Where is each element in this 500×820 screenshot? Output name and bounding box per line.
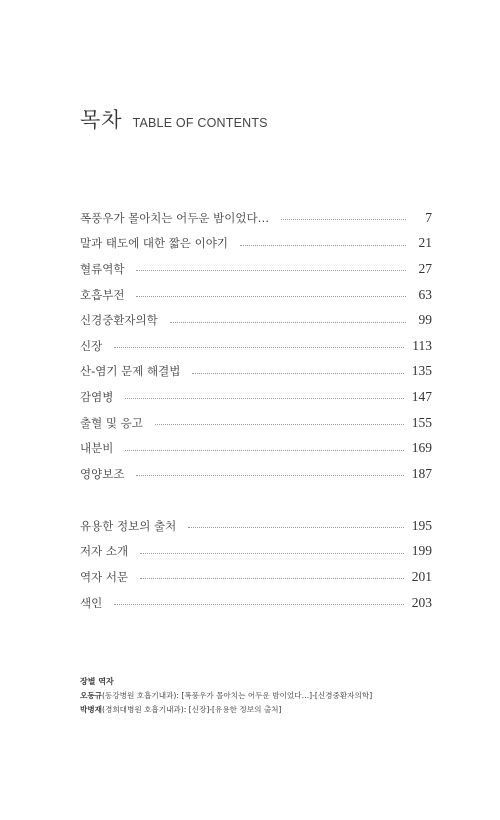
toc-entry[interactable] bbox=[80, 461, 432, 487]
toc-entry-title: 내분비 bbox=[80, 441, 114, 456]
translator-credits bbox=[80, 675, 440, 717]
credit-line bbox=[80, 703, 440, 717]
toc-entry[interactable] bbox=[80, 590, 432, 616]
toc-entry-title: 저자 소개 bbox=[80, 544, 129, 559]
toc-entry[interactable] bbox=[80, 435, 432, 461]
dot-leader bbox=[192, 373, 403, 374]
dot-leader bbox=[136, 296, 406, 297]
dot-leader bbox=[114, 347, 404, 348]
toc-entry-page: 99 bbox=[418, 312, 432, 328]
toc-entry-page: 155 bbox=[411, 414, 432, 430]
toc-entry[interactable] bbox=[80, 205, 432, 231]
toc-entry[interactable] bbox=[80, 384, 432, 410]
toc-heading bbox=[80, 104, 268, 134]
toc-entry[interactable] bbox=[80, 307, 432, 333]
dot-leader bbox=[136, 475, 403, 476]
toc-entry-title: 신장 bbox=[80, 338, 103, 353]
dot-leader bbox=[155, 424, 404, 425]
toc-entry-page: 147 bbox=[411, 388, 432, 404]
dot-leader bbox=[240, 245, 406, 246]
dot-leader bbox=[188, 527, 404, 528]
toc-entry[interactable] bbox=[80, 359, 432, 385]
toc-entry-title: 산-염기 문제 해결법 bbox=[80, 364, 181, 379]
toc-heading-english: TABLE OF CONTENTS bbox=[132, 116, 268, 130]
toc-entry[interactable] bbox=[80, 410, 432, 436]
toc-entry[interactable] bbox=[80, 539, 432, 565]
toc-back-matter-list bbox=[80, 513, 432, 615]
toc-entry[interactable] bbox=[80, 333, 432, 359]
toc-entry[interactable] bbox=[80, 231, 432, 257]
toc-entry-page: 27 bbox=[418, 260, 432, 276]
toc-entry-title: 신경중환자의학 bbox=[80, 313, 158, 328]
dot-leader bbox=[140, 578, 404, 579]
dot-leader bbox=[125, 450, 403, 451]
toc-entry-title: 폭풍우가 몰아치는 어두운 밤이었다… bbox=[80, 210, 270, 225]
toc-entry-title: 말과 태도에 대한 짧은 이야기 bbox=[80, 236, 228, 251]
dot-leader bbox=[170, 322, 406, 323]
toc-entry[interactable] bbox=[80, 564, 432, 590]
toc-entry-title: 색인 bbox=[80, 595, 103, 610]
toc-entry[interactable] bbox=[80, 256, 432, 282]
toc-entry-page: 113 bbox=[412, 337, 432, 353]
toc-entry-title: 유용한 정보의 출처 bbox=[80, 518, 177, 533]
translator-detail: (경희대병원 호흡기내과): [신장]-[유용한 정보의 출처] bbox=[102, 705, 282, 714]
toc-entry-title: 혈류역학 bbox=[80, 261, 125, 276]
dot-leader bbox=[125, 398, 403, 399]
toc-entry-page: 63 bbox=[418, 286, 432, 302]
toc-entry-page: 187 bbox=[411, 465, 432, 481]
toc-entry-title: 감염병 bbox=[80, 389, 114, 404]
toc-entry-title: 호흡부전 bbox=[80, 287, 125, 302]
toc-entry-title: 역자 서문 bbox=[80, 569, 129, 584]
credits-heading: 장별 역자 bbox=[80, 677, 114, 686]
translator-name: 박병재 bbox=[80, 705, 103, 714]
toc-entry-page: 169 bbox=[411, 440, 432, 456]
toc-entry-page: 7 bbox=[425, 209, 432, 225]
toc-heading-korean: 목차 bbox=[80, 108, 123, 132]
dot-leader bbox=[114, 604, 404, 605]
toc-entry[interactable] bbox=[80, 513, 432, 539]
dot-leader bbox=[136, 270, 406, 271]
translator-name: 오동규 bbox=[80, 691, 103, 700]
toc-entry-page: 135 bbox=[411, 363, 432, 379]
toc-entry-page: 201 bbox=[411, 568, 432, 584]
toc-entry[interactable] bbox=[80, 282, 432, 308]
dot-leader bbox=[281, 219, 406, 220]
translator-detail: (동강병원 호흡기내과): [폭풍우가 몰아치는 어두운 밤이었다…]-[신경중환자의학] bbox=[102, 691, 373, 700]
toc-entry-page: 21 bbox=[418, 235, 432, 251]
credit-line bbox=[80, 689, 440, 703]
toc-entry-page: 203 bbox=[411, 594, 432, 610]
toc-entry-title: 출혈 및 응고 bbox=[80, 415, 143, 430]
toc-entry-page: 195 bbox=[411, 517, 432, 533]
toc-entry-page: 199 bbox=[411, 543, 432, 559]
toc-main-list bbox=[80, 205, 432, 487]
dot-leader bbox=[140, 553, 404, 554]
toc-entry-title: 영양보조 bbox=[80, 466, 125, 481]
